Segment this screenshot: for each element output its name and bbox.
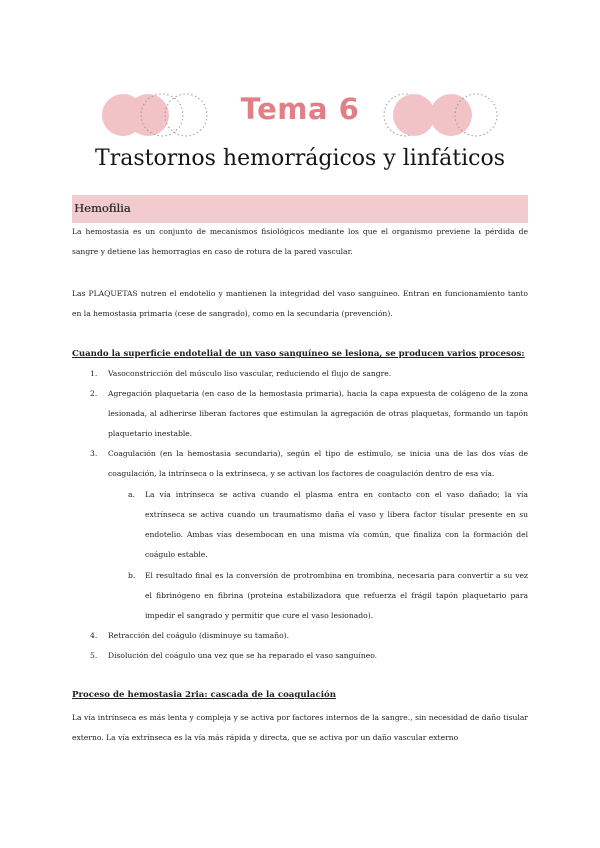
paragraph-plaquetas: Las PLAQUETAS nutren el endotelio y mantienen la integridad del vaso sanguíneo. Entran en funcionamiento tanto en la hemostasia primaria (cese de sangrado), como en la secundaria (prevención). — [72, 289, 528, 318]
sublist-item: La vía intrínseca se activa cuando el plasma entra en contacto con el vaso dañado; la vía extrínseca se activa cuando un traumatismo daña el vaso y libera factor tisular presente en su endotelio. Ambas vías desembocan en una misma vía común, que finaliza con la formación del coágulo estable. — [145, 490, 528, 559]
list-item-number: 5. — [90, 651, 98, 660]
sublist-item-letter: b. — [128, 571, 136, 580]
list-item: Vasoconstricción del músculo liso vascular, reduciendo el flujo de sangre. — [108, 369, 392, 378]
list-item: Agregación plaquetaria (en caso de la hemostasia primaria), hacia la capa expuesta de colágeno de la zona lesionada, al adherirse liberan factores que estimulan la agregación de otras plaquetas, formando un tapón plaquetario inestable. — [108, 389, 528, 438]
cascade-heading: Proceso de hemostasia 2ria: cascada de la coagulación — [72, 690, 336, 700]
section-band — [72, 195, 528, 223]
section-label: Hemofilia — [74, 201, 131, 215]
list-item: Disolución del coágulo una vez que se ha reparado el vaso sanguíneo. — [108, 651, 378, 660]
page-title: Trastornos hemorrágicos y linfáticos — [95, 146, 505, 171]
processes-heading: Cuando la superficie endotelial de un vaso sanguíneo se lesiona, se producen varios procesos: — [72, 349, 525, 359]
paragraph-hemostasia: La hemostasia es un conjunto de mecanismos fisiológicos mediante los que el organismo previene la pérdida de sangre y detiene las hemorragias en caso de rotura de la pared vascular. — [72, 227, 528, 256]
list-item-number: 3. — [90, 449, 98, 458]
paragraph-cascade: La vía intrínseca es más lenta y compleja y se activa por factores internos de la sangre., sin necesidad de daño tisular externo. La vía extrínseca es la vía más rápida y directa, que se activa por un daño vascular externo — [72, 713, 528, 742]
topic-number: Tema 6 — [240, 92, 360, 126]
sublist-item-letter: a. — [128, 490, 135, 499]
decorative-circles-right — [382, 92, 502, 138]
sublist-item: El resultado final es la conversión de protrombina en trombina, necesaria para convertir a su vez el fibrinógeno en fibrina (proteína estabilizadora que refuerza el frágil tapón plaquetario para impedir el sangrado y permitir que cure el vaso lesionado). — [145, 571, 528, 620]
list-item: Retracción del coágulo (disminuye su tamaño). — [108, 631, 290, 640]
list-item-number: 1. — [90, 369, 98, 378]
list-item-number: 2. — [90, 389, 98, 398]
list-item-number: 4. — [90, 631, 98, 640]
list-item: Coagulación (en la hemostasia secundaria), según el tipo de estímulo, se inicia una de las dos vías de coagulación, la intrínseca o la extrínseca, y se activan los factores de coagulación dentro de esa vía. — [108, 449, 528, 478]
